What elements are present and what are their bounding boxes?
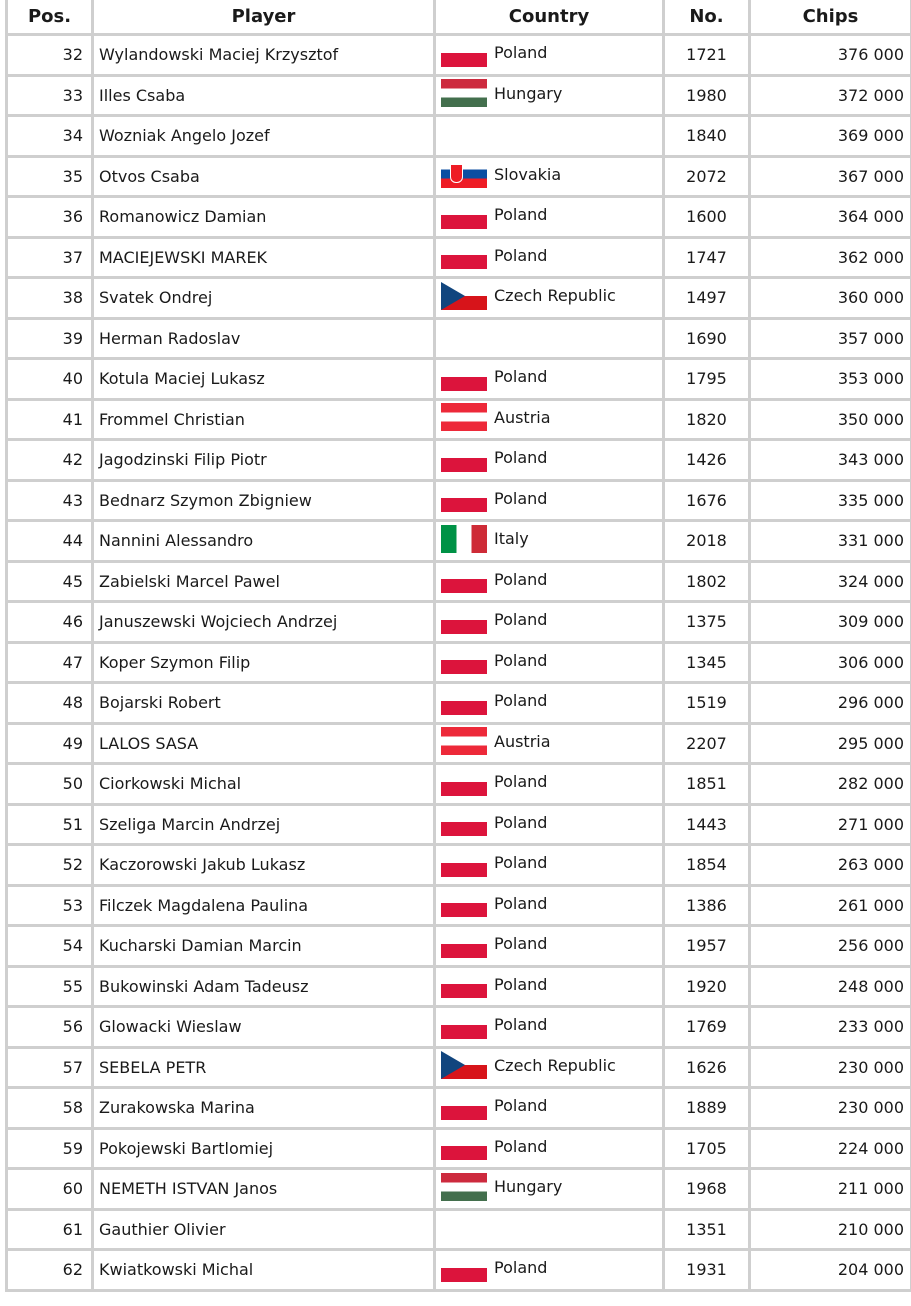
table-row <box>7 1250 911 1291</box>
table-row <box>7 602 911 643</box>
player-number-cell: 1889 <box>664 1088 750 1129</box>
country-cell <box>435 723 664 764</box>
country-cell-content <box>441 1254 547 1282</box>
player-name-cell: Frommel Christian <box>93 399 435 440</box>
table-row <box>7 1209 911 1250</box>
country-cell-content <box>441 79 562 107</box>
table-row <box>7 1128 911 1169</box>
country-cell <box>435 642 664 683</box>
country-cell-content <box>441 646 547 674</box>
chips-cell: 306 000 <box>750 642 911 683</box>
poland-flag-icon <box>441 363 487 391</box>
country-name: Poland <box>494 569 548 589</box>
player-name-cell: Wozniak Angelo Jozef <box>93 116 435 157</box>
player-number-cell: 1931 <box>664 1250 750 1291</box>
table-row <box>7 642 911 683</box>
chips-cell: 210 000 <box>750 1209 911 1250</box>
chips-cell: 211 000 <box>750 1169 911 1210</box>
poland-flag-icon <box>441 970 487 998</box>
position-cell: 50 <box>7 764 93 805</box>
hungary-flag-icon <box>441 1173 487 1201</box>
country-cell-content <box>441 444 547 472</box>
country-cell-content <box>441 525 529 553</box>
chips-cell: 360 000 <box>750 278 911 319</box>
country-cell <box>435 197 664 238</box>
player-number-cell: 1920 <box>664 966 750 1007</box>
position-cell: 35 <box>7 156 93 197</box>
player-number-cell: 1690 <box>664 318 750 359</box>
poland-flag-icon <box>441 768 487 796</box>
table-row <box>7 885 911 926</box>
player-name-cell: Kucharski Damian Marcin <box>93 926 435 967</box>
position-cell: 51 <box>7 804 93 845</box>
austria-flag-icon <box>441 403 487 431</box>
poland-flag-icon <box>441 1092 487 1120</box>
country-name: Hungary <box>494 83 563 103</box>
country-name: Poland <box>494 650 548 670</box>
country-name: Italy <box>494 529 529 549</box>
position-cell: 41 <box>7 399 93 440</box>
player-name-cell: SEBELA PETR <box>93 1047 435 1088</box>
country-name: Poland <box>494 43 548 63</box>
chips-cell: 230 000 <box>750 1047 911 1088</box>
country-cell-content <box>441 727 551 755</box>
chips-cell: 204 000 <box>750 1250 911 1291</box>
country-name: Austria <box>494 731 551 751</box>
country-cell-content <box>441 687 547 715</box>
poland-flag-icon <box>441 1132 487 1160</box>
country-cell <box>435 845 664 886</box>
player-number-cell: 2018 <box>664 521 750 562</box>
player-name-cell: Januszewski Wojciech Andrzej <box>93 602 435 643</box>
table-row <box>7 35 911 76</box>
position-cell: 42 <box>7 440 93 481</box>
position-cell: 36 <box>7 197 93 238</box>
country-cell <box>435 318 664 359</box>
chips-cell: 230 000 <box>750 1088 911 1129</box>
country-cell <box>435 926 664 967</box>
country-name: Hungary <box>494 1177 563 1197</box>
player-name-cell: Gauthier Olivier <box>93 1209 435 1250</box>
chips-cell: 282 000 <box>750 764 911 805</box>
country-cell-content <box>441 930 547 958</box>
country-name: Poland <box>494 853 548 873</box>
player-number-cell: 1626 <box>664 1047 750 1088</box>
player-number-cell: 1854 <box>664 845 750 886</box>
country-cell-content <box>441 241 547 269</box>
player-name-cell: Kwiatkowski Michal <box>93 1250 435 1291</box>
country-name: Poland <box>494 691 548 711</box>
country-name: Poland <box>494 367 548 387</box>
country-cell-content <box>441 1132 547 1160</box>
hungary-flag-icon <box>441 79 487 107</box>
country-cell <box>435 35 664 76</box>
player-number-cell: 1443 <box>664 804 750 845</box>
table-row <box>7 237 911 278</box>
chips-cell: 256 000 <box>750 926 911 967</box>
table-row <box>7 278 911 319</box>
poland-flag-icon <box>441 646 487 674</box>
position-cell: 60 <box>7 1169 93 1210</box>
country-cell <box>435 1007 664 1048</box>
chips-cell: 224 000 <box>750 1128 911 1169</box>
table-row <box>7 683 911 724</box>
table-row <box>7 1088 911 1129</box>
country-cell <box>435 237 664 278</box>
chips-cell: 233 000 <box>750 1007 911 1048</box>
country-cell-content <box>441 889 547 917</box>
position-cell: 39 <box>7 318 93 359</box>
czech-flag-icon <box>441 1051 487 1079</box>
poland-flag-icon <box>441 241 487 269</box>
poland-flag-icon <box>441 565 487 593</box>
header-no: No. <box>664 0 750 35</box>
player-number-cell: 1820 <box>664 399 750 440</box>
table-row <box>7 1047 911 1088</box>
player-name-cell: Jagodzinski Filip Piotr <box>93 440 435 481</box>
player-number-cell: 1705 <box>664 1128 750 1169</box>
country-cell <box>435 885 664 926</box>
position-cell: 46 <box>7 602 93 643</box>
country-cell-content <box>441 970 547 998</box>
country-cell <box>435 116 664 157</box>
country-name: Poland <box>494 812 548 832</box>
player-number-cell: 1795 <box>664 359 750 400</box>
country-cell-content <box>441 606 547 634</box>
player-name-cell: NEMETH ISTVAN Janos <box>93 1169 435 1210</box>
position-cell: 56 <box>7 1007 93 1048</box>
country-name: Poland <box>494 974 548 994</box>
position-cell: 45 <box>7 561 93 602</box>
chips-cell: 350 000 <box>750 399 911 440</box>
poland-flag-icon <box>441 1254 487 1282</box>
header-row <box>7 0 911 35</box>
country-cell <box>435 75 664 116</box>
player-name-cell: Zurakowska Marina <box>93 1088 435 1129</box>
country-cell-content <box>441 484 547 512</box>
player-name-cell: Nannini Alessandro <box>93 521 435 562</box>
poland-flag-icon <box>441 1011 487 1039</box>
table-row <box>7 561 911 602</box>
player-name-cell: Pokojewski Bartlomiej <box>93 1128 435 1169</box>
player-name-cell: Bojarski Robert <box>93 683 435 724</box>
position-cell: 53 <box>7 885 93 926</box>
country-cell-content <box>441 808 547 836</box>
country-name: Slovakia <box>494 164 562 184</box>
player-number-cell: 1968 <box>664 1169 750 1210</box>
player-number-cell: 1721 <box>664 35 750 76</box>
country-cell-content <box>441 1011 547 1039</box>
chips-cell: 331 000 <box>750 521 911 562</box>
country-name: Poland <box>494 488 548 508</box>
chips-cell: 309 000 <box>750 602 911 643</box>
player-number-cell: 2072 <box>664 156 750 197</box>
position-cell: 47 <box>7 642 93 683</box>
position-cell: 62 <box>7 1250 93 1291</box>
poland-flag-icon <box>441 484 487 512</box>
table-row <box>7 804 911 845</box>
country-cell <box>435 683 664 724</box>
austria-flag-icon <box>441 727 487 755</box>
country-cell-content <box>441 849 547 877</box>
country-cell-content <box>441 39 547 67</box>
poland-flag-icon <box>441 687 487 715</box>
chips-cell: 295 000 <box>750 723 911 764</box>
poland-flag-icon <box>441 849 487 877</box>
position-cell: 38 <box>7 278 93 319</box>
country-cell-content <box>441 1051 616 1079</box>
country-cell <box>435 359 664 400</box>
country-name: Poland <box>494 772 548 792</box>
chips-cell: 376 000 <box>750 35 911 76</box>
poland-flag-icon <box>441 39 487 67</box>
position-cell: 40 <box>7 359 93 400</box>
country-cell-content <box>441 565 547 593</box>
player-number-cell: 1497 <box>664 278 750 319</box>
table-row <box>7 197 911 238</box>
player-number-cell: 1747 <box>664 237 750 278</box>
country-name: Poland <box>494 893 548 913</box>
table-row <box>7 926 911 967</box>
chips-cell: 324 000 <box>750 561 911 602</box>
country-name: Poland <box>494 448 548 468</box>
table-row <box>7 399 911 440</box>
country-cell <box>435 561 664 602</box>
player-number-cell: 1980 <box>664 75 750 116</box>
country-cell-content <box>441 1173 562 1201</box>
country-cell <box>435 1250 664 1291</box>
player-name-cell: LALOS SASA <box>93 723 435 764</box>
position-cell: 58 <box>7 1088 93 1129</box>
player-name-cell: Romanowicz Damian <box>93 197 435 238</box>
chips-cell: 353 000 <box>750 359 911 400</box>
country-name: Poland <box>494 245 548 265</box>
country-cell <box>435 156 664 197</box>
table-row <box>7 764 911 805</box>
poland-flag-icon <box>441 808 487 836</box>
table-row <box>7 359 911 400</box>
chip-count-table <box>5 0 911 1292</box>
chips-cell: 369 000 <box>750 116 911 157</box>
table-row <box>7 116 911 157</box>
chips-cell: 357 000 <box>750 318 911 359</box>
table-row <box>7 966 911 1007</box>
position-cell: 49 <box>7 723 93 764</box>
country-name: Austria <box>494 407 551 427</box>
position-cell: 59 <box>7 1128 93 1169</box>
chips-cell: 296 000 <box>750 683 911 724</box>
position-cell: 43 <box>7 480 93 521</box>
player-name-cell: Wylandowski Maciej Krzysztof <box>93 35 435 76</box>
table-row <box>7 1169 911 1210</box>
player-name-cell: Filczek Magdalena Paulina <box>93 885 435 926</box>
country-cell-content <box>441 1092 547 1120</box>
chips-cell: 263 000 <box>750 845 911 886</box>
player-name-cell: Zabielski Marcel Pawel <box>93 561 435 602</box>
chips-cell: 367 000 <box>750 156 911 197</box>
player-number-cell: 1840 <box>664 116 750 157</box>
country-cell <box>435 1169 664 1210</box>
country-cell <box>435 1209 664 1250</box>
table-row <box>7 318 911 359</box>
player-number-cell: 1802 <box>664 561 750 602</box>
italy-flag-icon <box>441 525 487 553</box>
table-row <box>7 521 911 562</box>
player-name-cell: Otvos Csaba <box>93 156 435 197</box>
table-row <box>7 845 911 886</box>
player-name-cell: Bukowinski Adam Tadeusz <box>93 966 435 1007</box>
position-cell: 34 <box>7 116 93 157</box>
country-cell <box>435 521 664 562</box>
player-number-cell: 1676 <box>664 480 750 521</box>
player-name-cell: Kotula Maciej Lukasz <box>93 359 435 400</box>
country-cell <box>435 1047 664 1088</box>
country-cell <box>435 440 664 481</box>
country-cell-content <box>441 282 616 310</box>
player-name-cell: Koper Szymon Filip <box>93 642 435 683</box>
chips-cell: 261 000 <box>750 885 911 926</box>
chips-cell: 248 000 <box>750 966 911 1007</box>
player-number-cell: 1851 <box>664 764 750 805</box>
position-cell: 44 <box>7 521 93 562</box>
country-cell <box>435 399 664 440</box>
position-cell: 52 <box>7 845 93 886</box>
table-row <box>7 1007 911 1048</box>
position-cell: 48 <box>7 683 93 724</box>
country-name: Czech Republic <box>494 286 616 306</box>
slovakia-flag-icon <box>441 160 487 188</box>
position-cell: 55 <box>7 966 93 1007</box>
country-name: Poland <box>494 1258 548 1278</box>
country-name: Poland <box>494 610 548 630</box>
header-player: Player <box>93 0 435 35</box>
player-number-cell: 1345 <box>664 642 750 683</box>
country-cell-content <box>441 403 551 431</box>
chips-cell: 271 000 <box>750 804 911 845</box>
czech-flag-icon <box>441 282 487 310</box>
player-name-cell: Illes Csaba <box>93 75 435 116</box>
player-number-cell: 1426 <box>664 440 750 481</box>
country-cell-content <box>441 363 547 391</box>
country-cell <box>435 278 664 319</box>
table-row <box>7 440 911 481</box>
poland-flag-icon <box>441 889 487 917</box>
player-number-cell: 1351 <box>664 1209 750 1250</box>
player-name-cell: Ciorkowski Michal <box>93 764 435 805</box>
country-name: Poland <box>494 205 548 225</box>
table-row <box>7 156 911 197</box>
poland-flag-icon <box>441 606 487 634</box>
player-number-cell: 1375 <box>664 602 750 643</box>
country-name: Poland <box>494 934 548 954</box>
country-cell <box>435 602 664 643</box>
country-name: Czech Republic <box>494 1055 616 1075</box>
table-row <box>7 723 911 764</box>
country-cell <box>435 1128 664 1169</box>
poland-flag-icon <box>441 444 487 472</box>
player-name-cell: Herman Radoslav <box>93 318 435 359</box>
country-cell <box>435 1088 664 1129</box>
position-cell: 57 <box>7 1047 93 1088</box>
poland-flag-icon <box>441 201 487 229</box>
country-name: Poland <box>494 1015 548 1035</box>
country-cell-content <box>441 160 561 188</box>
table-row <box>7 75 911 116</box>
table-row <box>7 480 911 521</box>
player-number-cell: 1386 <box>664 885 750 926</box>
player-number-cell: 2207 <box>664 723 750 764</box>
player-name-cell: Glowacki Wieslaw <box>93 1007 435 1048</box>
chips-cell: 362 000 <box>750 237 911 278</box>
player-name-cell: Bednarz Szymon Zbigniew <box>93 480 435 521</box>
chips-cell: 372 000 <box>750 75 911 116</box>
player-name-cell: Kaczorowski Jakub Lukasz <box>93 845 435 886</box>
chips-cell: 364 000 <box>750 197 911 238</box>
country-cell-content <box>441 201 547 229</box>
player-name-cell: Szeliga Marcin Andrzej <box>93 804 435 845</box>
chips-cell: 335 000 <box>750 480 911 521</box>
player-number-cell: 1957 <box>664 926 750 967</box>
player-name-cell: MACIEJEWSKI MAREK <box>93 237 435 278</box>
country-name: Poland <box>494 1136 548 1156</box>
country-cell <box>435 480 664 521</box>
player-name-cell: Svatek Ondrej <box>93 278 435 319</box>
player-number-cell: 1769 <box>664 1007 750 1048</box>
position-cell: 33 <box>7 75 93 116</box>
country-cell <box>435 764 664 805</box>
position-cell: 37 <box>7 237 93 278</box>
country-cell <box>435 804 664 845</box>
chips-cell: 343 000 <box>750 440 911 481</box>
player-number-cell: 1519 <box>664 683 750 724</box>
table-body <box>7 35 911 1291</box>
header-country: Country <box>435 0 664 35</box>
poland-flag-icon <box>441 930 487 958</box>
country-cell <box>435 966 664 1007</box>
position-cell: 32 <box>7 35 93 76</box>
country-cell-content <box>441 768 547 796</box>
header-pos: Pos. <box>7 0 93 35</box>
country-name: Poland <box>494 1096 548 1116</box>
position-cell: 54 <box>7 926 93 967</box>
player-number-cell: 1600 <box>664 197 750 238</box>
position-cell: 61 <box>7 1209 93 1250</box>
header-chips: Chips <box>750 0 911 35</box>
